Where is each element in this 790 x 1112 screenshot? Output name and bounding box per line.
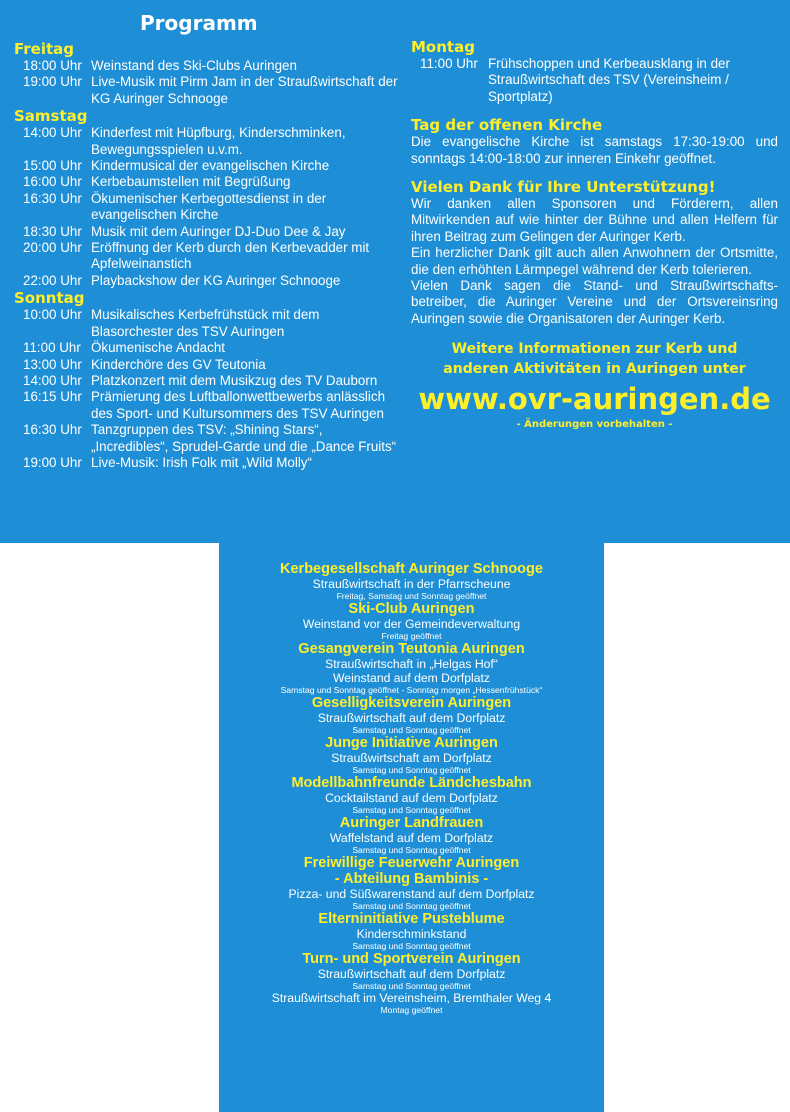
- day-heading: Samstag: [14, 107, 88, 126]
- day-heading: Sonntag: [14, 289, 85, 308]
- event-text: Live-Musik mit Pirm Jam in der Straußwirtschaft der KG Auringer Schnooge: [91, 74, 398, 106]
- club-list: [219, 561, 604, 1015]
- club-offer: Straußwirtschaft auf dem Dorfplatz: [317, 967, 506, 981]
- dank-heading: Vielen Dank für Ihre Unterstützung!: [411, 178, 716, 197]
- event-time: 11:00 Uhr: [420, 56, 478, 71]
- club-hours: Samstag und Sonntag geöffnet: [352, 805, 471, 815]
- event-time: 19:00 Uhr: [23, 454, 82, 470]
- schedule-item: [14, 307, 399, 340]
- club-name: Junge Initiative Auringen: [325, 735, 498, 751]
- club-entry: [219, 695, 604, 735]
- event-time: 16:30 Uhr: [23, 190, 82, 206]
- schedule-item: [14, 240, 399, 273]
- schedule-item: [14, 191, 399, 224]
- changes-note: - Änderungen vorbehalten -: [516, 419, 673, 431]
- club-offer: Cocktailstand auf dem Dorfplatz: [325, 791, 498, 805]
- club-hours: Samstag und Sonntag geöffnet - Sonntag morgen „Hessenfrühstück“: [280, 685, 543, 695]
- right-column: [411, 38, 778, 430]
- event-time: 18:00 Uhr: [23, 58, 82, 73]
- club-offer: Waffelstand auf dem Dorfplatz: [329, 831, 494, 845]
- program-panel: [0, 0, 790, 543]
- club-name: Ski-Club Auringen: [348, 601, 475, 617]
- montag-heading: Montag: [411, 38, 475, 56]
- club-entry: [219, 735, 604, 775]
- club-offer: Straußwirtschaft auf dem Dorfplatz: [317, 711, 506, 725]
- club-hours: Samstag und Sonntag geöffnet: [352, 725, 471, 735]
- schedule-item: [14, 389, 399, 422]
- club-name: Gesangverein Teutonia Auringen: [298, 641, 525, 657]
- schedule-item: [14, 357, 399, 373]
- club-entry: [219, 601, 604, 641]
- montag-event: [411, 56, 778, 105]
- event-time: 16:30 Uhr: [23, 422, 82, 438]
- club-name: Freiwillige Feuerwehr Auringen: [303, 855, 520, 871]
- event-time: 10:00 Uhr: [23, 307, 82, 323]
- event-text: Kinderfest mit Hüpfburg, Kinderschminken, Bewegungsspielen u.v.m.: [91, 125, 346, 157]
- club-name: Kerbegesellschaft Auringer Schnooge: [280, 561, 543, 577]
- event-time: 16:00 Uhr: [23, 174, 82, 190]
- club-hours: Samstag und Sonntag geöffnet: [352, 981, 471, 991]
- schedule-item: [14, 74, 399, 107]
- club-offer: Weinstand vor der Gemeindeverwaltung: [302, 617, 521, 631]
- club-offer: Kinderschminkstand: [356, 927, 467, 941]
- info-line-2: anderen Aktivitäten in Auringen unter: [443, 361, 746, 378]
- schedule-item: [14, 125, 399, 158]
- event-text: Kinderchöre des GV Teutonia: [91, 356, 266, 372]
- event-text: Platzkonzert mit dem Musikzug des TV Dauborn: [91, 372, 378, 388]
- event-text: Playbackshow der KG Auringer Schnooge: [91, 272, 341, 288]
- kirche-heading: Tag der offenen Kirche: [411, 116, 603, 135]
- club-hours: Samstag und Sonntag geöffnet: [352, 765, 471, 775]
- club-entry: [219, 815, 604, 855]
- schedule-item: [14, 174, 399, 190]
- event-text: Prämierung des Luftballonwettbewerbs anlässlich des Sport- und Kultursommers des TSV Auringen: [91, 389, 386, 421]
- club-offer: Weinstand auf dem Dorfplatz: [333, 671, 490, 685]
- event-time: 18:30 Uhr: [23, 223, 82, 239]
- day-heading: Freitag: [14, 40, 75, 58]
- schedule-item: [14, 58, 399, 74]
- event-text: Ökumenische Andacht: [91, 340, 225, 356]
- club-hours: Samstag und Sonntag geöffnet: [352, 941, 471, 951]
- program-title: Programm: [140, 11, 258, 35]
- event-text: Musikalisches Kerbefrühstück mit dem Blasorchester des TSV Auringen: [91, 307, 320, 339]
- event-time: 11:00 Uhr: [23, 340, 81, 356]
- event-text: Eröffnung der Kerb durch den Kerbevadder mit Apfelweinanstich: [91, 240, 370, 272]
- club-offer: Pizza- und Süßwarenstand auf dem Dorfplatz: [288, 887, 535, 901]
- club-name-sub: - Abteilung Bambinis -: [334, 871, 489, 887]
- event-time: 13:00 Uhr: [23, 356, 82, 372]
- club-name: Elterninitiative Pusteblume: [318, 911, 505, 927]
- dank-paragraph-2: Ein herzlicher Dank gilt auch allen Anwohnern der Ortsmitte, die den erhöhten Lärmpegel während der Kerb tolerieren.: [411, 245, 778, 277]
- club-offer: Straußwirtschaft in „Helgas Hof“: [325, 657, 498, 671]
- event-text: Musik mit dem Auringer DJ-Duo Dee & Jay: [91, 223, 346, 239]
- club-name: Auringer Landfrauen: [339, 815, 484, 831]
- club-name: Geselligkeitsverein Auringen: [311, 695, 512, 711]
- event-time: 22:00 Uhr: [23, 272, 82, 288]
- info-line-1: Weitere Informationen zur Kerb und: [451, 341, 738, 358]
- event-text: Kindermusical der evangelischen Kirche: [91, 158, 330, 174]
- dank-paragraph-3: Vielen Dank sagen die Stand- und Straußwirtschafts-betreiber, die Auringer Vereine und der Ortsvereinsring Auringen sowie die Organisatoren der Auringer Kerb.: [411, 278, 778, 326]
- club-entry: [219, 775, 604, 815]
- schedule-item: [14, 273, 399, 289]
- club-entry: [219, 561, 604, 601]
- event-text: Weinstand des Ski-Clubs Auringen: [91, 58, 297, 73]
- program-schedule: [14, 10, 399, 471]
- club-offer: Straußwirtschaft in der Pfarrscheune: [312, 577, 511, 591]
- event-text: Ökumenischer Kerbegottesdienst in der evangelischen Kirche: [91, 190, 327, 223]
- club-hours: Samstag und Sonntag geöffnet: [352, 845, 471, 855]
- club-hours: Freitag geöffnet: [381, 631, 442, 641]
- event-time: 15:00 Uhr: [23, 158, 82, 174]
- event-time: 14:00 Uhr: [23, 372, 82, 388]
- schedule-item: [14, 422, 399, 455]
- schedule-item: [14, 224, 399, 240]
- clubs-panel: [219, 543, 604, 1112]
- club-entry: [219, 855, 604, 911]
- club-hours: Samstag und Sonntag geöffnet: [352, 901, 471, 911]
- club-name: Turn- und Sportverein Auringen: [302, 951, 521, 967]
- schedule-item: [14, 340, 399, 356]
- day-list: [14, 40, 399, 471]
- event-text: Live-Musik: Irish Folk mit „Wild Molly“: [91, 454, 312, 470]
- dank-paragraph-1: Wir danken allen Sponsoren und Förderern, allen Mitwirkenden auf wie hinter der Bühne und allen Helfern für ihren Beitrag zum Gelingen der Auringer Kerb.: [411, 196, 778, 244]
- kirche-text: Die evangelische Kirche ist samstags 17:30-19:00 und sonntags 14:00-18:00 zur inneren Einkehr geöffnet.: [411, 134, 778, 166]
- schedule-item: [14, 373, 399, 389]
- event-text: Tanzgruppen des TSV: „Shining Stars“, „Incredibles“, Sprudel-Garde und die „Dance Fruits“: [91, 422, 397, 454]
- club-offer: Straußwirtschaft im Vereinsheim, Bremthaler Weg 4: [271, 991, 552, 1005]
- event-time: 20:00 Uhr: [23, 240, 82, 256]
- club-hours: Freitag, Samstag und Sonntag geöffnet: [336, 591, 487, 601]
- event-time: 19:00 Uhr: [23, 74, 82, 90]
- event-text: Kerbebaumstellen mit Begrüßung: [91, 174, 291, 190]
- club-name: Modellbahnfreunde Ländchesbahn: [291, 775, 532, 791]
- club-entry: [219, 951, 604, 1015]
- club-offer: Straußwirtschaft am Dorfplatz: [331, 751, 492, 765]
- website-link[interactable]: www.ovr-auringen.de: [418, 382, 771, 417]
- event-time: 14:00 Uhr: [23, 125, 82, 141]
- schedule-item: [14, 158, 399, 174]
- club-entry: [219, 641, 604, 695]
- club-hours: Montag geöffnet: [380, 1005, 443, 1015]
- club-entry: [219, 911, 604, 951]
- event-time: 16:15 Uhr: [23, 389, 82, 405]
- event-text: Frühschoppen und Kerbeausklang in der Straußwirtschaft des TSV (Vereinsheim / Sportplatz): [488, 56, 730, 104]
- schedule-item: [14, 455, 399, 471]
